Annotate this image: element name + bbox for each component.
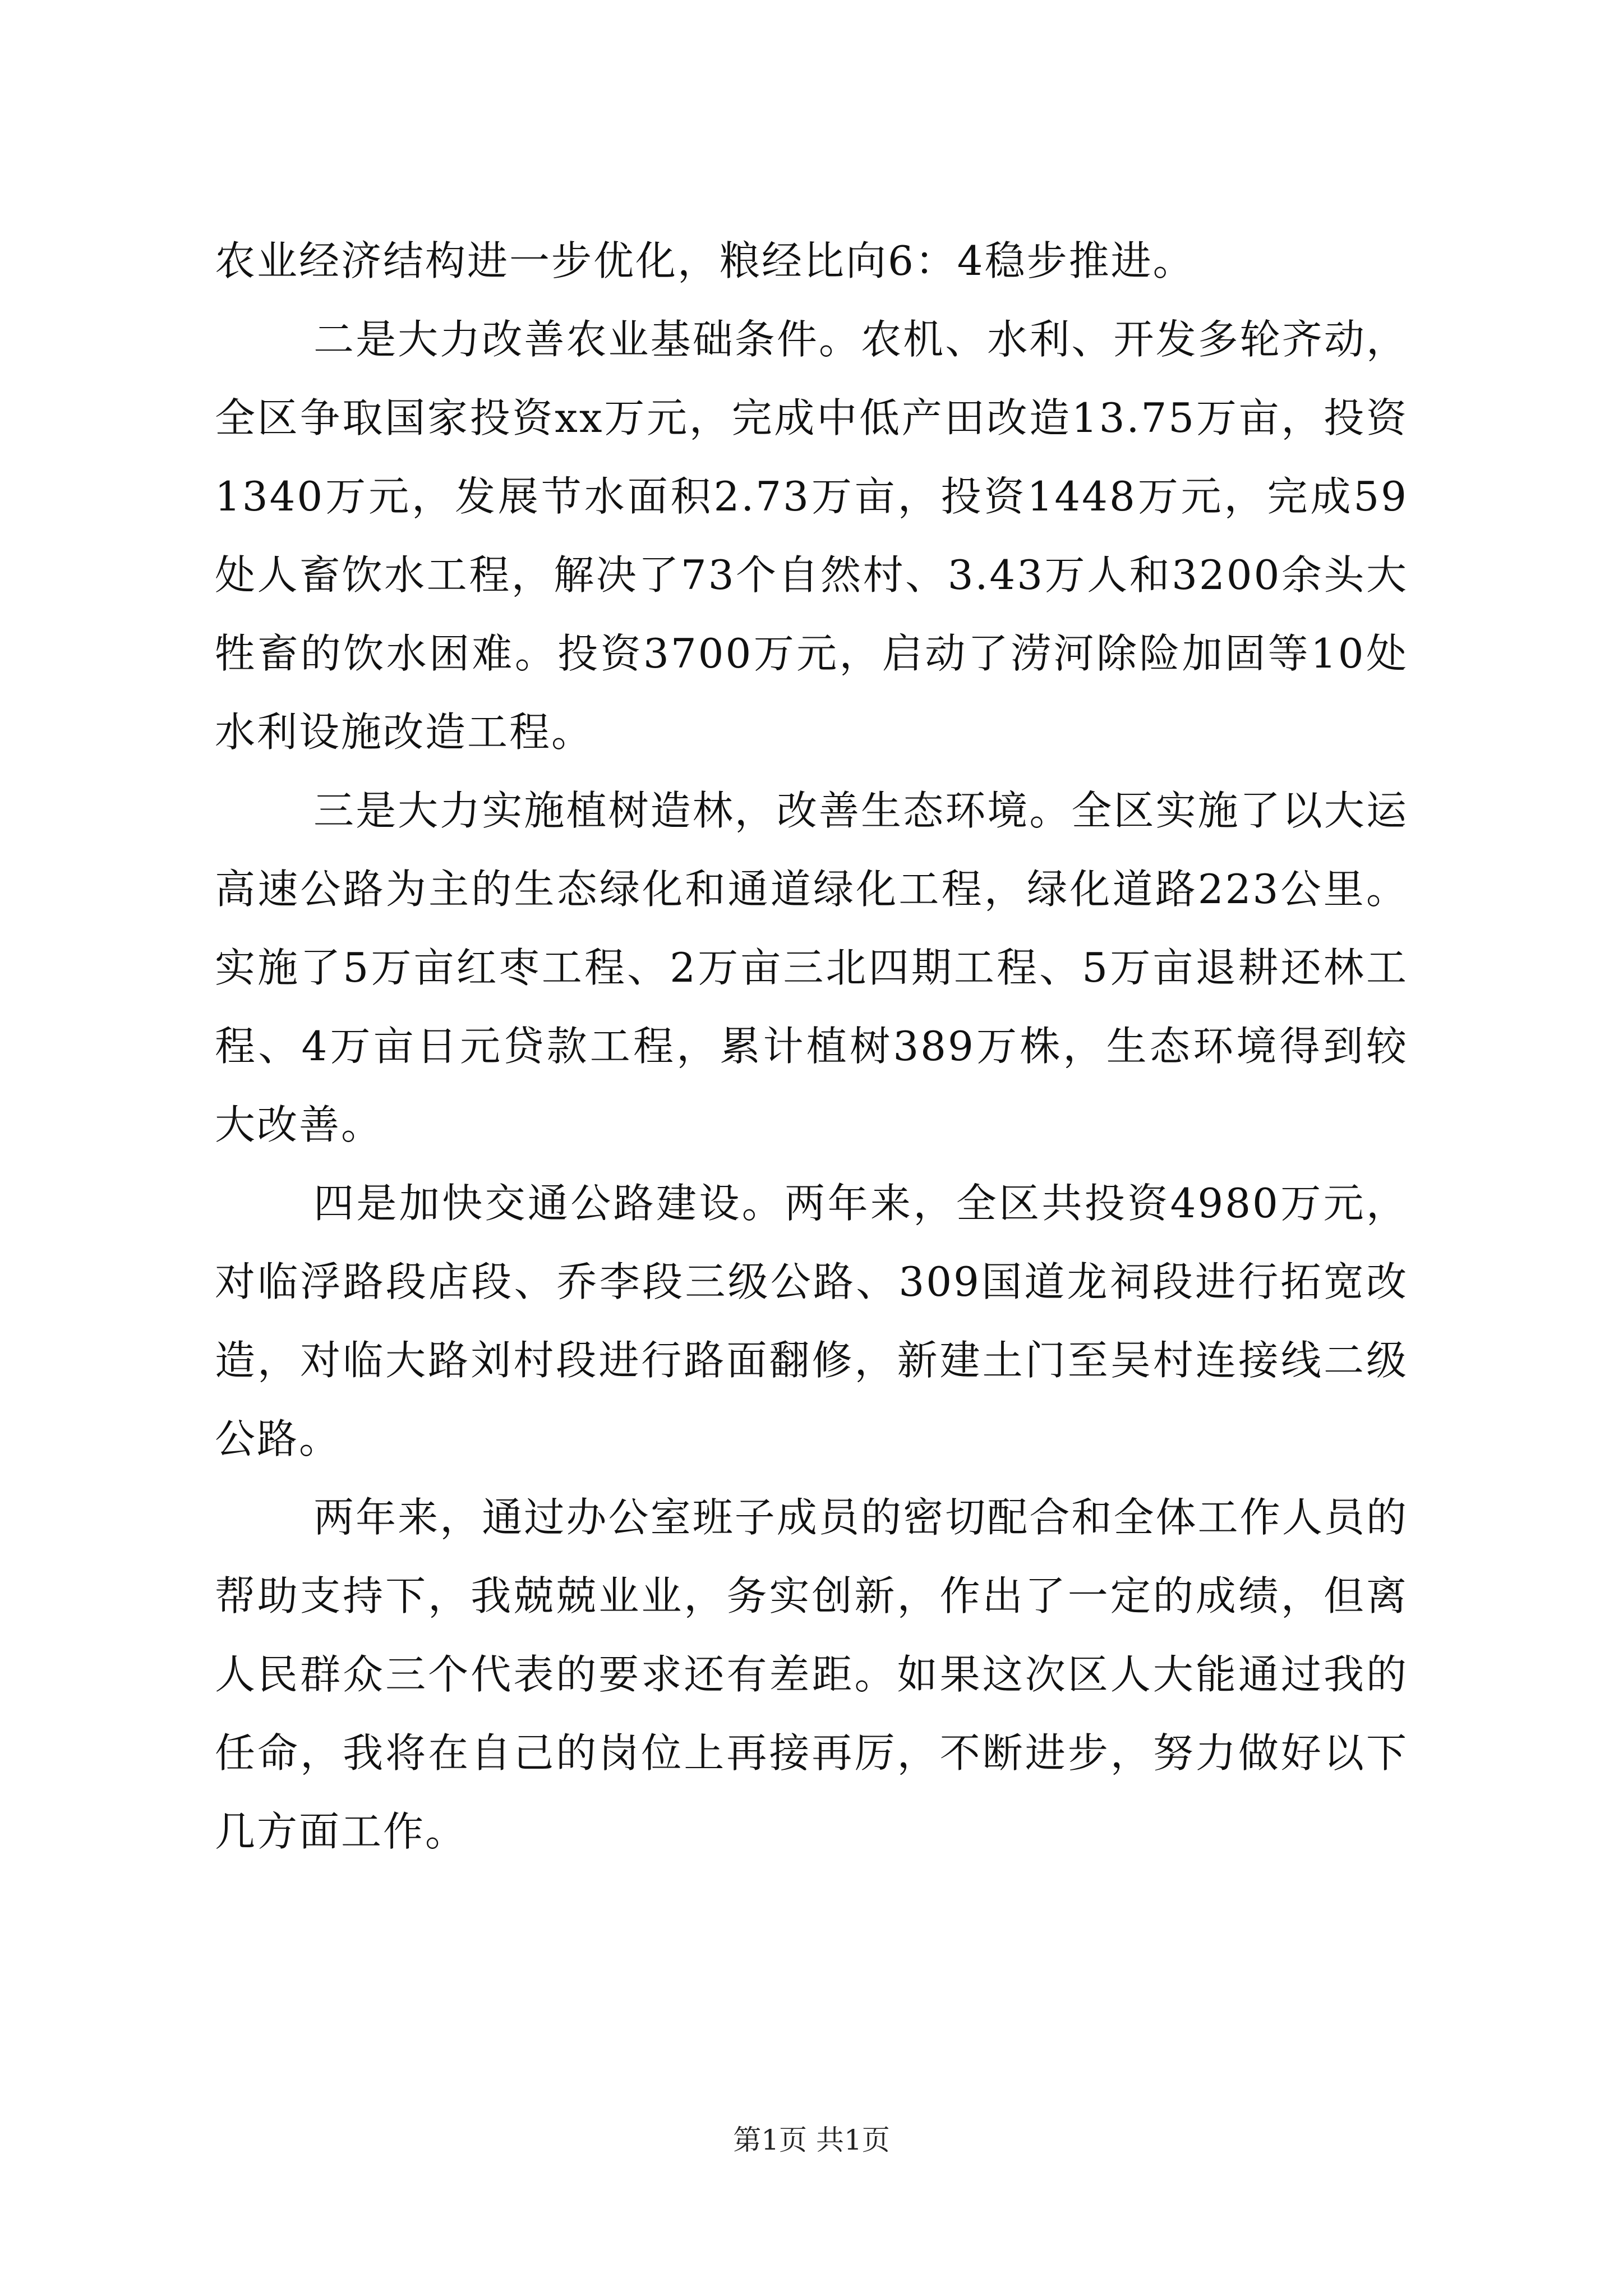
paragraph-2: 二是大力改善农业基础条件。农机、水利、开发多轮齐动，全区争取国家投资xx万元，完成中低产田改造13.75万亩，投资1340万元，发展节水面积2.73万亩，投资1448万元，完成59处人畜饮水工程，解决了73个自然村、3.43万人和3200余头大牲畜的饮水困难。投资3700万元，启动了涝河除险加固等10处水利设施改造工程。 [215,316,1408,756]
document-body [215,222,1408,1871]
page-footer: 第1页 共1页 [733,2124,890,2156]
paragraph-5: 两年来，通过办公室班子成员的密切配合和全体工作人员的帮助支持下，我兢兢业业，务实创新，作出了一定的成绩，但离人民群众三个代表的要求还有差距。如果这次区人大能通过我的任命，我将在自己的岗位上再接再厉，不断进步，努力做好以下几方面工作。 [215,1494,1408,1855]
paragraph-3: 三是大力实施植树造林，改善生态环境。全区实施了以大运高速公路为主的生态绿化和通道绿化工程，绿化道路223公里。实施了5万亩红枣工程、2万亩三北四期工程、5万亩退耕还林工程、4万亩日元贷款工程，累计植树389万株，生态环境得到较大改善。 [215,787,1408,1148]
paragraph-1: 农业经济结构进一步优化，粮经比向6：4稳步推进。 [215,237,1195,284]
paragraph-4: 四是加快交通公路建设。两年来，全区共投资4980万元，对临浮路段店段、乔李段三级公路、309国道龙祠段进行拓宽改造，对临大路刘村段进行路面翻修，新建土门至吴村连接线二级公路。 [215,1180,1408,1462]
